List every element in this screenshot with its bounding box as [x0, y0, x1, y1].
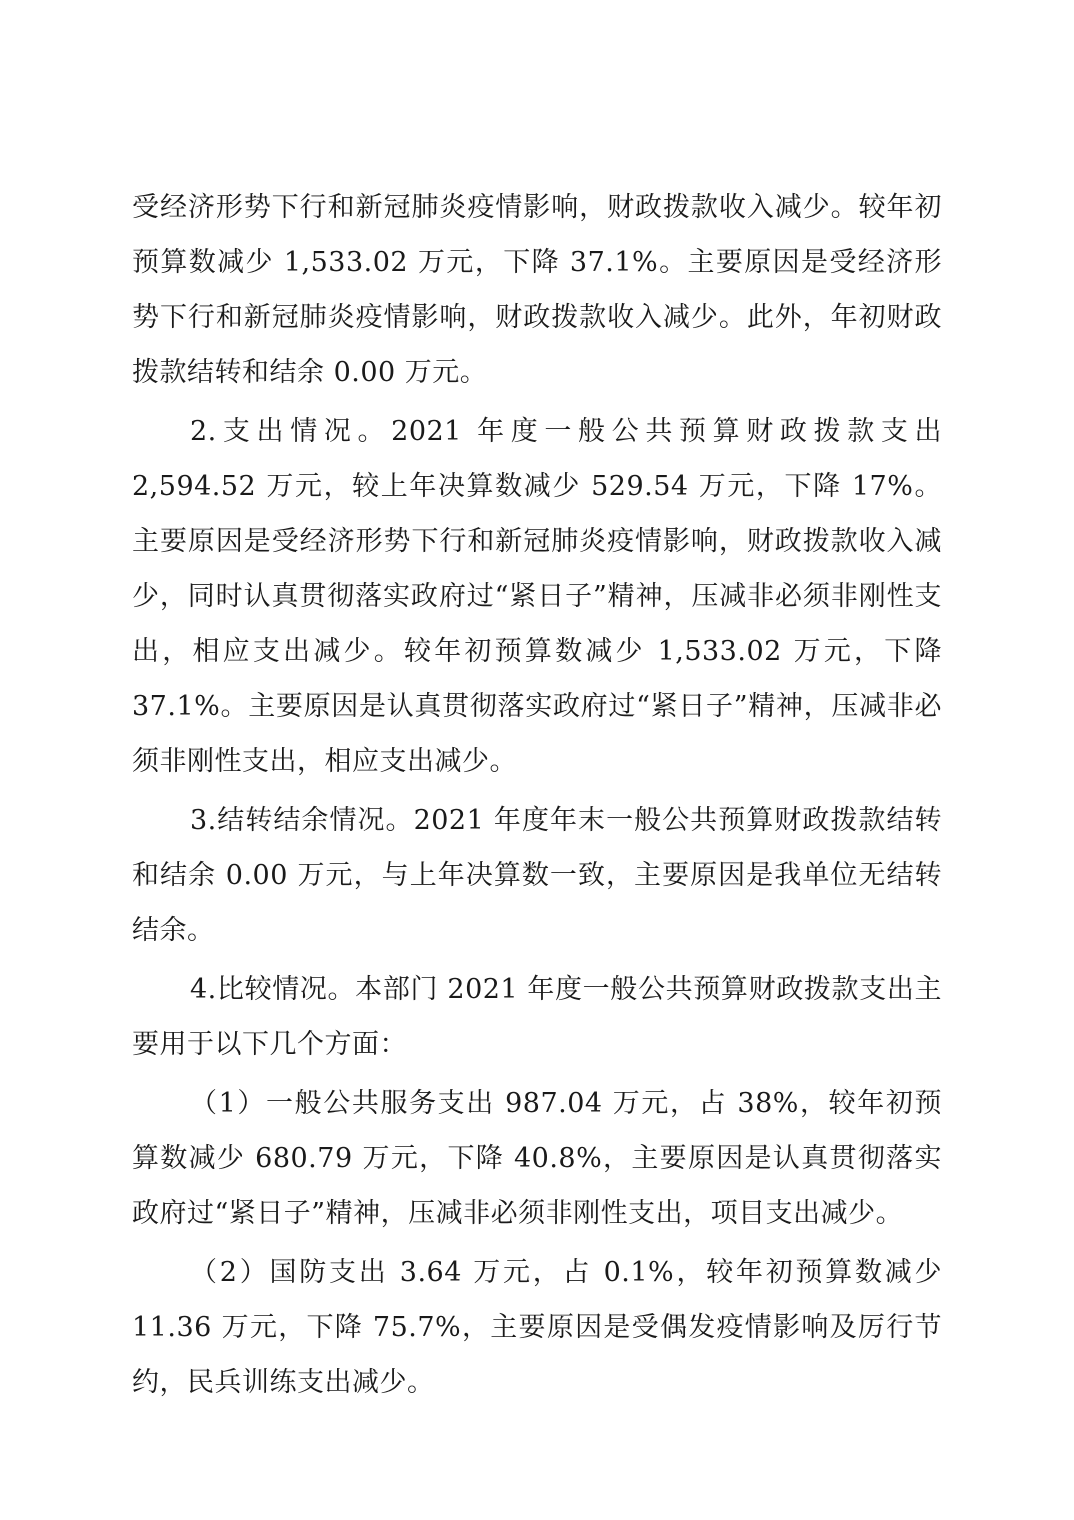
paragraph-national-defense: （2）国防支出 3.64 万元，占 0.1%，较年初预算数减少 11.36 万元，下降 75.7%，主要原因是受偶发疫情影响及厉行节约，民兵训练支出减少。 — [132, 1257, 942, 1398]
paragraph-general-public-services: （1）一般公共服务支出 987.04 万元，占 38%，较年初预算数减少 680.79 万元，下降 40.8%，主要原因是认真贯彻落实政府过“紧日子”精神，压减非必须非刚性支出，项目支出减少。 — [132, 1088, 942, 1229]
paragraph-comparison: 4.比较情况。本部门 2021 年度一般公共预算财政拨款支出主要用于以下几个方面： — [132, 974, 942, 1060]
paragraph-expenditure: 2.支出情况。2021 年度一般公共预算财政拨款支出 2,594.52 万元，较上年决算数减少 529.54 万元，下降 17%。主要原因是受经济形势下行和新冠肺炎疫情影响，财政拨款收入减少，同时认真贯彻落实政府过“紧日子”精神，压减非必须非刚性支出，相应支出减少。较年初预算数减少 1,533.02 万元，下降 37.1%。主要原因是认真贯彻落实政府过“紧日子”精神，压减非必须非刚性支出，相应支出减少。 — [132, 416, 942, 777]
document-body — [132, 180, 942, 1410]
paragraph-carryover: 3.结转结余情况。2021 年度年末一般公共预算财政拨款结转和结余 0.00 万元，与上年决算数一致，主要原因是我单位无结转结余。 — [132, 805, 942, 946]
paragraph-income-continuation: 受经济形势下行和新冠肺炎疫情影响，财政拨款收入减少。较年初预算数减少 1,533.02 万元，下降 37.1%。主要原因是受经济形势下行和新冠肺炎疫情影响，财政拨款收入减少。此外，年初财政拨款结转和结余 0.00 万元。 — [132, 192, 942, 388]
